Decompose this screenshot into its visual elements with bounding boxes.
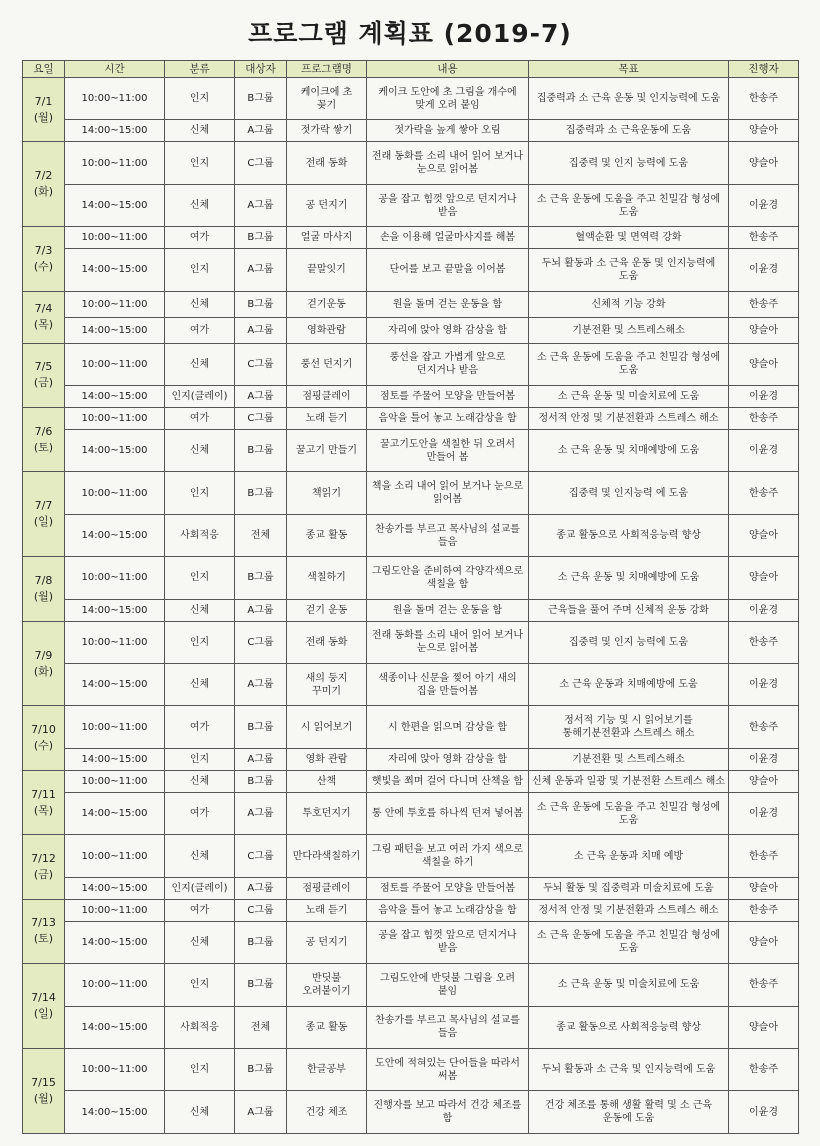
day-date: 7/11: [31, 787, 56, 801]
program-cell: 색칠하기: [287, 557, 367, 599]
day-date: 7/8: [34, 573, 53, 587]
target-cell: A그룹: [235, 120, 287, 142]
category-cell: 사회적응: [165, 514, 235, 556]
day-cell: [23, 343, 65, 407]
category-cell: 사회적응: [165, 1006, 235, 1048]
day-date: 7/10: [31, 723, 56, 737]
day-cell: [23, 407, 65, 471]
header-time: 시간: [65, 61, 165, 78]
day-date: 7/7: [34, 499, 53, 513]
time-cell: 10:00~11:00: [65, 78, 165, 120]
leader-cell: 양슬아: [729, 557, 799, 599]
category-cell: 인지: [165, 78, 235, 120]
program-cell: 끝말잇기: [287, 249, 367, 291]
day-cell: [23, 1049, 65, 1134]
goal-cell: 소 근육 운동에 도움을 주고 친밀감 형성에 도움: [529, 921, 729, 963]
leader-cell: 한송주: [729, 899, 799, 921]
leader-cell: 한송주: [729, 621, 799, 663]
program-cell: 점핑클레이: [287, 877, 367, 899]
program-cell: 시 읽어보기: [287, 706, 367, 748]
time-cell: 14:00~15:00: [65, 921, 165, 963]
day-weekday: (일): [33, 1007, 54, 1021]
content-cell: 손을 이용해 얼굴마사지를 해봄: [367, 227, 529, 249]
day-date: 7/13: [31, 916, 56, 930]
day-cell: [23, 835, 65, 899]
table-row: [23, 514, 799, 556]
header-weekday: 요일: [23, 61, 65, 78]
category-cell: 신체: [165, 120, 235, 142]
table-row: [23, 921, 799, 963]
program-cell: 공 던지기: [287, 184, 367, 226]
table-row: [23, 964, 799, 1006]
goal-cell: 소 근육 운동 및 치매예방에 도움: [529, 429, 729, 471]
leader-cell: 양슬아: [729, 343, 799, 385]
table-row: [23, 1006, 799, 1048]
time-cell: 14:00~15:00: [65, 664, 165, 706]
target-cell: A그룹: [235, 249, 287, 291]
category-cell: 인지(클레이): [165, 385, 235, 407]
time-cell: 14:00~15:00: [65, 317, 165, 343]
day-weekday: (목): [33, 803, 54, 817]
table-row: [23, 249, 799, 291]
target-cell: B그룹: [235, 472, 287, 514]
content-cell: 색종이나 신문을 찢어 아기 새의 집을 만들어봄: [367, 664, 529, 706]
time-cell: 14:00~15:00: [65, 792, 165, 834]
time-cell: 10:00~11:00: [65, 835, 165, 877]
program-cell: 산책: [287, 770, 367, 792]
time-cell: 14:00~15:00: [65, 120, 165, 142]
time-cell: 14:00~15:00: [65, 385, 165, 407]
target-cell: 전체: [235, 1006, 287, 1048]
program-cell: 걷기운동: [287, 291, 367, 317]
day-weekday: (토): [33, 932, 54, 946]
day-cell: [23, 142, 65, 227]
table-row: [23, 770, 799, 792]
leader-cell: 한송주: [729, 1049, 799, 1091]
target-cell: B그룹: [235, 1049, 287, 1091]
leader-cell: 이윤경: [729, 1091, 799, 1134]
leader-cell: 양슬아: [729, 770, 799, 792]
program-cell: 반딧불 오려붙이기: [287, 964, 367, 1006]
table-row: [23, 706, 799, 748]
content-cell: 젓가락을 높게 쌓아 오림: [367, 120, 529, 142]
target-cell: B그룹: [235, 429, 287, 471]
program-cell: 전래 동화: [287, 142, 367, 184]
leader-cell: 한송주: [729, 964, 799, 1006]
leader-cell: 이윤경: [729, 748, 799, 770]
day-weekday: (금): [33, 868, 54, 882]
day-weekday: (금): [33, 376, 54, 390]
program-cell: 노래 듣기: [287, 407, 367, 429]
table-row: [23, 227, 799, 249]
day-weekday: (월): [33, 110, 54, 124]
header-category: 분류: [165, 61, 235, 78]
time-cell: 14:00~15:00: [65, 249, 165, 291]
day-weekday: (수): [33, 739, 54, 753]
day-cell: [23, 770, 65, 834]
target-cell: B그룹: [235, 557, 287, 599]
time-cell: 10:00~11:00: [65, 621, 165, 663]
target-cell: A그룹: [235, 748, 287, 770]
category-cell: 인지: [165, 142, 235, 184]
content-cell: 통 안에 투호를 하나씩 던져 넣어봄: [367, 792, 529, 834]
day-weekday: (화): [33, 185, 54, 199]
table-row: [23, 343, 799, 385]
content-cell: 점토를 주물어 모양을 만들어봄: [367, 877, 529, 899]
leader-cell: 한송주: [729, 291, 799, 317]
time-cell: 14:00~15:00: [65, 184, 165, 226]
day-date: 7/9: [34, 648, 53, 662]
table-row: [23, 835, 799, 877]
leader-cell: 이윤경: [729, 429, 799, 471]
goal-cell: 소 근육 운동과 치매 예방: [529, 835, 729, 877]
program-cell: 한글공부: [287, 1049, 367, 1091]
content-cell: 찬송가를 부르고 목사님의 설교를 들음: [367, 1006, 529, 1048]
time-cell: 10:00~11:00: [65, 964, 165, 1006]
category-cell: 여가: [165, 227, 235, 249]
program-cell: 새의 둥지 꾸미기: [287, 664, 367, 706]
target-cell: C그룹: [235, 407, 287, 429]
table-row: [23, 472, 799, 514]
header-target: 대상자: [235, 61, 287, 78]
leader-cell: 양슬아: [729, 142, 799, 184]
table-row: [23, 291, 799, 317]
time-cell: 10:00~11:00: [65, 770, 165, 792]
page-title: 프로그램 계획표 (2019-7): [248, 19, 572, 48]
program-cell: 종교 활동: [287, 514, 367, 556]
day-cell: [23, 706, 65, 770]
leader-cell: 한송주: [729, 407, 799, 429]
category-cell: 여가: [165, 899, 235, 921]
target-cell: B그룹: [235, 291, 287, 317]
category-cell: 여가: [165, 706, 235, 748]
day-weekday: (월): [33, 1092, 54, 1105]
program-cell: 영화관람: [287, 317, 367, 343]
day-date: 7/12: [31, 852, 56, 866]
table-row: [23, 120, 799, 142]
goal-cell: 건강 체조를 통해 생활 활력 및 소 근육 운동에 도움: [529, 1091, 729, 1134]
table-row: [23, 407, 799, 429]
header-content: 내용: [367, 61, 529, 78]
table-row: [23, 317, 799, 343]
day-cell: [23, 557, 65, 621]
goal-cell: 집중력과 소 근육운동에 도움: [529, 120, 729, 142]
goal-cell: 정서적 안정 및 기분전환과 스트레스 해소: [529, 407, 729, 429]
table-row: [23, 78, 799, 120]
target-cell: C그룹: [235, 142, 287, 184]
leader-cell: 이윤경: [729, 184, 799, 226]
content-cell: 전래 동화를 소리 내어 읽어 보거나 눈으로 읽어봄: [367, 621, 529, 663]
header-leader: 진행자: [729, 61, 799, 78]
target-cell: C그룹: [235, 835, 287, 877]
day-date: 7/1: [34, 94, 53, 108]
program-cell: 종교 활동: [287, 1006, 367, 1048]
day-cell: [23, 964, 65, 1049]
time-cell: 10:00~11:00: [65, 472, 165, 514]
time-cell: 14:00~15:00: [65, 877, 165, 899]
category-cell: 인지: [165, 621, 235, 663]
program-cell: 전래 동화: [287, 621, 367, 663]
time-cell: 10:00~11:00: [65, 343, 165, 385]
header-goal: 목표: [529, 61, 729, 78]
program-cell: 꿀고기 만들기: [287, 429, 367, 471]
goal-cell: 소 근육 운동 및 미술치료에 도움: [529, 385, 729, 407]
category-cell: 여가: [165, 317, 235, 343]
time-cell: 10:00~11:00: [65, 1049, 165, 1091]
schedule-body: [23, 78, 799, 1134]
program-cell: 점핑클레이: [287, 385, 367, 407]
day-weekday: (토): [33, 440, 54, 454]
category-cell: 신체: [165, 921, 235, 963]
content-cell: 풍선을 잡고 가볍게 앞으로 던지거나 받음: [367, 343, 529, 385]
goal-cell: 종교 활동으로 사회적응능력 향상: [529, 514, 729, 556]
category-cell: 신체: [165, 184, 235, 226]
leader-cell: 한송주: [729, 78, 799, 120]
table-row: [23, 184, 799, 226]
program-cell: 만다라색칠하기: [287, 835, 367, 877]
goal-cell: 집중력과 소 근육 운동 및 인지능력에 도움: [529, 78, 729, 120]
leader-cell: 이윤경: [729, 599, 799, 621]
program-cell: 걷기 운동: [287, 599, 367, 621]
day-date: 7/4: [34, 302, 53, 316]
target-cell: C그룹: [235, 343, 287, 385]
day-cell: [23, 227, 65, 291]
category-cell: 신체: [165, 291, 235, 317]
content-cell: 자리에 앉아 영화 감상을 함: [367, 748, 529, 770]
day-date: 7/6: [34, 424, 53, 438]
content-cell: 공을 잡고 힘껏 앞으로 던지거나 받음: [367, 184, 529, 226]
goal-cell: 종교 활동으로 사회적응능력 향상: [529, 1006, 729, 1048]
day-cell: [23, 291, 65, 343]
category-cell: 여가: [165, 407, 235, 429]
target-cell: B그룹: [235, 964, 287, 1006]
leader-cell: 양슬아: [729, 921, 799, 963]
leader-cell: 양슬아: [729, 514, 799, 556]
target-cell: A그룹: [235, 184, 287, 226]
table-row: [23, 1091, 799, 1134]
category-cell: 신체: [165, 835, 235, 877]
table-row: [23, 599, 799, 621]
content-cell: 공을 잡고 힘껏 앞으로 던지거나 받음: [367, 921, 529, 963]
content-cell: 책을 소리 내어 읽어 보거나 눈으로 읽어봄: [367, 472, 529, 514]
category-cell: 신체: [165, 429, 235, 471]
program-cell: 공 던지기: [287, 921, 367, 963]
category-cell: 인지: [165, 748, 235, 770]
day-cell: [23, 78, 65, 142]
category-cell: 신체: [165, 664, 235, 706]
content-cell: 자리에 앉아 영화 감상을 함: [367, 317, 529, 343]
content-cell: 그림도안에 반딧불 그림을 오려 붙임: [367, 964, 529, 1006]
table-row: [23, 621, 799, 663]
category-cell: 신체: [165, 599, 235, 621]
table-row: [23, 142, 799, 184]
table-row: [23, 748, 799, 770]
table-row: [23, 557, 799, 599]
program-cell: 책읽기: [287, 472, 367, 514]
target-cell: C그룹: [235, 621, 287, 663]
day-date: 7/15: [31, 1076, 56, 1089]
target-cell: A그룹: [235, 1091, 287, 1134]
time-cell: 10:00~11:00: [65, 291, 165, 317]
day-weekday: (일): [33, 515, 54, 529]
content-cell: 도안에 적혀있는 단어들을 따라서 써봄: [367, 1049, 529, 1091]
day-weekday: (월): [33, 589, 54, 603]
leader-cell: 한송주: [729, 706, 799, 748]
time-cell: 14:00~15:00: [65, 748, 165, 770]
leader-cell: 이윤경: [729, 664, 799, 706]
leader-cell: 이윤경: [729, 385, 799, 407]
leader-cell: 이윤경: [729, 792, 799, 834]
day-weekday: (수): [33, 259, 54, 273]
content-cell: 음악을 틀어 놓고 노래감상을 함: [367, 407, 529, 429]
goal-cell: 두뇌 활동 및 집중력과 미술치료에 도움: [529, 877, 729, 899]
goal-cell: 소 근육 운동과 치매예방에 도움: [529, 664, 729, 706]
goal-cell: 신체적 기능 강화: [529, 291, 729, 317]
category-cell: 인지: [165, 557, 235, 599]
time-cell: 14:00~15:00: [65, 1006, 165, 1048]
table-row: [23, 664, 799, 706]
content-cell: 그림도안을 준비하여 각양각색으로 색칠을 함: [367, 557, 529, 599]
time-cell: 14:00~15:00: [65, 1091, 165, 1134]
goal-cell: 소 근육 운동 및 치매예방에 도움: [529, 557, 729, 599]
goal-cell: 기분전환 및 스트레스해소: [529, 317, 729, 343]
table-row: [23, 899, 799, 921]
day-cell: [23, 899, 65, 963]
goal-cell: 신체 운동과 일광 및 기분전환 스트레스 해소: [529, 770, 729, 792]
day-date: 7/5: [34, 360, 53, 374]
leader-cell: 한송주: [729, 835, 799, 877]
leader-cell: 한송주: [729, 227, 799, 249]
category-cell: 신체: [165, 1091, 235, 1134]
target-cell: B그룹: [235, 78, 287, 120]
time-cell: 10:00~11:00: [65, 407, 165, 429]
time-cell: 14:00~15:00: [65, 514, 165, 556]
content-cell: 원을 돌며 걷는 운동을 함: [367, 599, 529, 621]
target-cell: B그룹: [235, 706, 287, 748]
target-cell: C그룹: [235, 899, 287, 921]
leader-cell: 양슬아: [729, 877, 799, 899]
target-cell: A그룹: [235, 317, 287, 343]
content-cell: 진행자를 보고 따라서 건강 체조를 함: [367, 1091, 529, 1134]
day-cell: [23, 472, 65, 557]
time-cell: 14:00~15:00: [65, 429, 165, 471]
goal-cell: 집중력 및 인지 능력에 도움: [529, 621, 729, 663]
day-date: 7/14: [31, 991, 56, 1005]
header-row: [23, 61, 799, 78]
goal-cell: 집중력 및 인지 능력에 도움: [529, 142, 729, 184]
table-row: [23, 792, 799, 834]
goal-cell: 기분전환 및 스트레스해소: [529, 748, 729, 770]
day-cell: [23, 621, 65, 706]
target-cell: A그룹: [235, 599, 287, 621]
content-cell: 꿀고기도안을 색칠한 뒤 오려서 만들어 봄: [367, 429, 529, 471]
content-cell: 점토를 주물어 모양을 만들어봄: [367, 385, 529, 407]
category-cell: 인지: [165, 1049, 235, 1091]
time-cell: 10:00~11:00: [65, 706, 165, 748]
table-row: [23, 429, 799, 471]
target-cell: 전체: [235, 514, 287, 556]
table-row: [23, 385, 799, 407]
program-cell: 얼굴 마사지: [287, 227, 367, 249]
program-cell: 케이크에 초 꽂기: [287, 78, 367, 120]
program-cell: 투호던지기: [287, 792, 367, 834]
leader-cell: 한송주: [729, 472, 799, 514]
goal-cell: 소 근육 운동에 도움을 주고 친밀감 형성에 도움: [529, 792, 729, 834]
day-weekday: (화): [33, 664, 54, 678]
header-program: 프로그램명: [287, 61, 367, 78]
goal-cell: 집중력 및 인지능력 에 도움: [529, 472, 729, 514]
time-cell: 10:00~11:00: [65, 142, 165, 184]
content-cell: 음악을 틀어 놓고 노래감상을 함: [367, 899, 529, 921]
program-schedule-table: [22, 60, 799, 1134]
time-cell: 10:00~11:00: [65, 899, 165, 921]
goal-cell: 두뇌 활동과 소 근육 운동 및 인지능력에 도움: [529, 249, 729, 291]
category-cell: 인지: [165, 249, 235, 291]
target-cell: B그룹: [235, 921, 287, 963]
time-cell: 10:00~11:00: [65, 557, 165, 599]
goal-cell: 소 근육 운동에 도움을 주고 친밀감 형성에 도움: [529, 184, 729, 226]
time-cell: 10:00~11:00: [65, 227, 165, 249]
target-cell: A그룹: [235, 664, 287, 706]
category-cell: 인지(클레이): [165, 877, 235, 899]
table-row: [23, 877, 799, 899]
category-cell: 신체: [165, 343, 235, 385]
leader-cell: 양슬아: [729, 317, 799, 343]
target-cell: A그룹: [235, 385, 287, 407]
leader-cell: 양슬아: [729, 120, 799, 142]
goal-cell: 혈액순환 및 면역력 강화: [529, 227, 729, 249]
content-cell: 시 한편을 읽으며 감상을 함: [367, 706, 529, 748]
program-cell: 노래 듣기: [287, 899, 367, 921]
goal-cell: 소 근육 운동에 도움을 주고 친밀감 형성에 도움: [529, 343, 729, 385]
table-row: [23, 1049, 799, 1091]
target-cell: B그룹: [235, 227, 287, 249]
program-cell: 젓가락 쌓기: [287, 120, 367, 142]
goal-cell: 정서적 안정 및 기분전환과 스트레스 해소: [529, 899, 729, 921]
content-cell: 그림 패턴을 보고 여러 가지 색으로 색칠을 하기: [367, 835, 529, 877]
content-cell: 원을 돌며 걷는 운동을 함: [367, 291, 529, 317]
target-cell: B그룹: [235, 770, 287, 792]
leader-cell: 이윤경: [729, 249, 799, 291]
day-date: 7/2: [34, 169, 53, 183]
day-weekday: (목): [33, 318, 54, 332]
day-date: 7/3: [34, 243, 53, 257]
goal-cell: 소 근육 운동 및 미술치료에 도움: [529, 964, 729, 1006]
target-cell: A그룹: [235, 877, 287, 899]
content-cell: 케이크 도안에 초 그림을 개수에 맞게 오려 붙임: [367, 78, 529, 120]
content-cell: 햇빛을 쬐며 걸어 다니며 산책을 함: [367, 770, 529, 792]
content-cell: 단어를 보고 끝말을 이어봄: [367, 249, 529, 291]
goal-cell: 근육들을 풀어 주며 신체적 운동 강화: [529, 599, 729, 621]
goal-cell: 정서적 기능 및 시 읽어보기를 통해기분전환과 스트레스 해소: [529, 706, 729, 748]
goal-cell: 두뇌 활동과 소 근육 및 인지능력에 도움: [529, 1049, 729, 1091]
category-cell: 인지: [165, 472, 235, 514]
program-cell: 건강 체조: [287, 1091, 367, 1134]
program-cell: 풍선 던지기: [287, 343, 367, 385]
target-cell: A그룹: [235, 792, 287, 834]
time-cell: 14:00~15:00: [65, 599, 165, 621]
content-cell: 전래 동화를 소리 내어 읽어 보거나 눈으로 읽어봄: [367, 142, 529, 184]
program-cell: 영화 관람: [287, 748, 367, 770]
category-cell: 여가: [165, 792, 235, 834]
content-cell: 찬송가를 부르고 목사님의 설교를 들음: [367, 514, 529, 556]
category-cell: 신체: [165, 770, 235, 792]
leader-cell: 양슬아: [729, 1006, 799, 1048]
category-cell: 인지: [165, 964, 235, 1006]
